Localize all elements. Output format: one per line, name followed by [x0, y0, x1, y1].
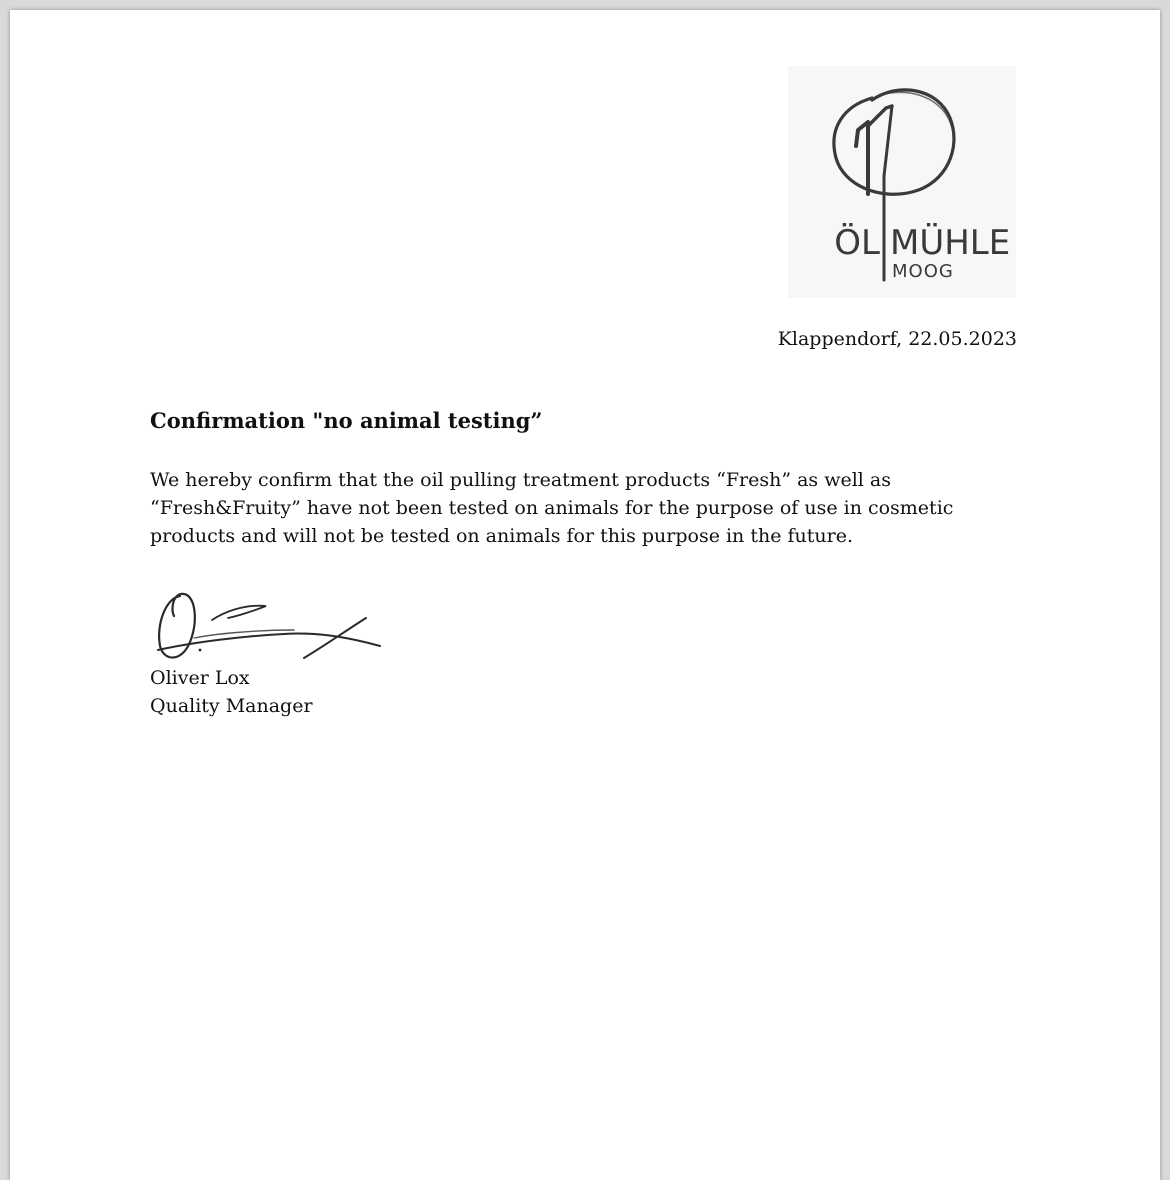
handwritten-signature: [144, 576, 384, 672]
signer-block: [150, 664, 313, 720]
signer-title: Quality Manager: [150, 695, 313, 717]
confirmation-paragraph: We hereby confirm that the oil pulling treatment products “Fresh” as well as “Fresh&Fruity” have not been tested on animals for the purpose of use in cosmetic products and will not be tested on animals for this purpose in the future.: [150, 469, 954, 547]
signer-name: Oliver Lox: [150, 667, 250, 689]
document-heading: Confirmation "no animal testing”: [150, 408, 543, 433]
place-date: Klappendorf, 22.05.2023: [777, 328, 1017, 350]
company-logo: [788, 66, 1016, 298]
logo-text-right: MÜHLE: [890, 223, 1011, 263]
document-page: [10, 10, 1160, 1180]
logo-text-left: ÖL: [834, 223, 880, 263]
logo-subtext: MOOG: [892, 261, 954, 282]
